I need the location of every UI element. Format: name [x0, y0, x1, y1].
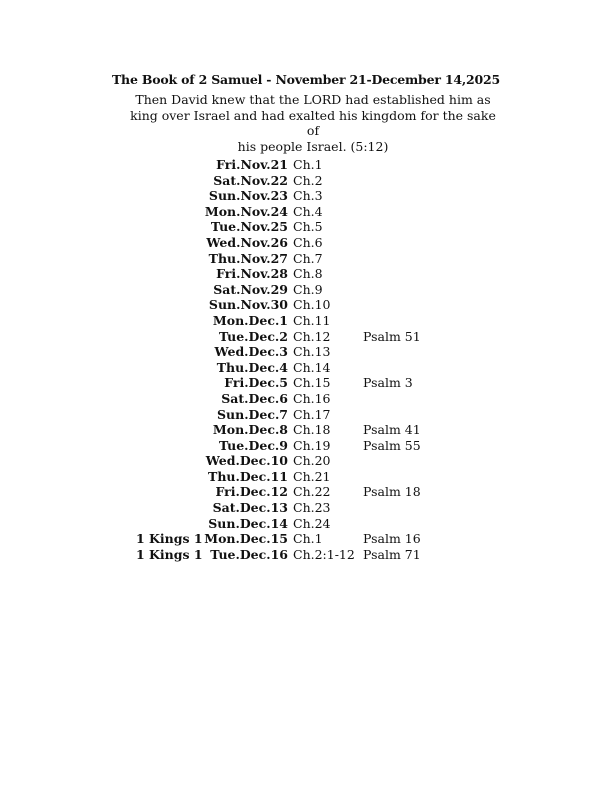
schedule-row — [0, 188, 612, 204]
key-verse-line: his people Israel. (5:12) — [237, 138, 389, 154]
key-verse — [128, 92, 498, 154]
chapter-reference: Ch.3 — [293, 188, 323, 204]
book-label: 1 Kings 1 — [136, 531, 203, 547]
schedule-row — [0, 531, 612, 547]
chapter-reference: Ch.5 — [293, 219, 323, 235]
schedule-row — [0, 422, 612, 438]
reading-date: Fri.Dec.12 — [215, 484, 288, 500]
reading-date: Sun.Dec.14 — [208, 515, 288, 531]
schedule-row — [0, 173, 612, 189]
schedule-row — [0, 157, 612, 173]
psalm-reference: Psalm 3 — [363, 375, 413, 391]
schedule-row — [0, 297, 612, 313]
reading-date: Mon.Dec.1 — [212, 312, 288, 328]
schedule-row — [0, 235, 612, 251]
chapter-reference: Ch.18 — [293, 422, 331, 438]
reading-date: Thu.Dec.11 — [208, 468, 288, 484]
reading-date: Tue.Dec.2 — [218, 328, 288, 344]
reading-date: Tue.Nov.25 — [210, 219, 288, 235]
key-verse-line: king over Israel and had exalted his kingdom for the sake of — [130, 107, 496, 139]
schedule-row — [0, 484, 612, 500]
chapter-reference: Ch.16 — [293, 390, 331, 406]
chapter-reference: Ch.21 — [293, 468, 331, 484]
psalm-reference: Psalm 71 — [363, 546, 421, 562]
schedule-row — [0, 251, 612, 267]
book-label: 1 Kings 1 — [136, 546, 203, 562]
schedule-row — [0, 204, 612, 220]
schedule-row — [0, 547, 612, 563]
reading-date: Wed.Dec.3 — [214, 344, 288, 360]
schedule-row — [0, 500, 612, 516]
reading-date: Tue.Dec.16 — [210, 546, 288, 562]
reading-date: Thu.Nov.27 — [208, 250, 288, 266]
reading-date: Mon.Dec.8 — [212, 422, 288, 438]
chapter-reference: Ch.23 — [293, 500, 331, 516]
schedule-row — [0, 453, 612, 469]
reading-date: Sun.Dec.7 — [216, 406, 288, 422]
chapter-reference: Ch.7 — [293, 250, 323, 266]
schedule-row — [0, 375, 612, 391]
psalm-reference: Psalm 55 — [363, 437, 421, 453]
chapter-reference: Ch.2 — [293, 172, 323, 188]
schedule-row — [0, 329, 612, 345]
reading-date: Thu.Dec.4 — [216, 359, 288, 375]
chapter-reference: Ch.20 — [293, 453, 331, 469]
chapter-reference: Ch.11 — [293, 312, 331, 328]
schedule-row — [0, 407, 612, 423]
chapter-reference: Ch.2:1-12 — [293, 546, 355, 562]
chapter-reference: Ch.13 — [293, 344, 331, 360]
reading-date: Fri.Nov.28 — [216, 266, 288, 282]
reading-date: Wed.Nov.26 — [206, 234, 288, 250]
chapter-reference: Ch.12 — [293, 328, 331, 344]
chapter-reference: Ch.8 — [293, 266, 323, 282]
reading-schedule — [0, 157, 612, 562]
chapter-reference: Ch.9 — [293, 281, 323, 297]
key-verse-line: Then David knew that the LORD had established him as — [135, 92, 491, 107]
reading-date: Tue.Dec.9 — [218, 437, 288, 453]
chapter-reference: Ch.4 — [293, 203, 323, 219]
psalm-reference: Psalm 18 — [363, 484, 421, 500]
reading-date: Wed.Dec.10 — [205, 453, 288, 469]
schedule-row — [0, 313, 612, 329]
reading-date: Sat.Nov.29 — [213, 281, 288, 297]
schedule-row — [0, 282, 612, 298]
chapter-reference: Ch.14 — [293, 359, 331, 375]
chapter-reference: Ch.24 — [293, 515, 331, 531]
chapter-reference: Ch.1 — [293, 531, 323, 547]
chapter-reference: Ch.10 — [293, 297, 331, 313]
reading-date: Mon.Nov.24 — [204, 203, 288, 219]
schedule-row — [0, 469, 612, 485]
psalm-reference: Psalm 51 — [363, 328, 421, 344]
reading-date: Fri.Dec.5 — [224, 375, 288, 391]
psalm-reference: Psalm 16 — [363, 531, 421, 547]
chapter-reference: Ch.17 — [293, 406, 331, 422]
schedule-row — [0, 219, 612, 235]
chapter-reference: Ch.6 — [293, 234, 323, 250]
chapter-reference: Ch.19 — [293, 437, 331, 453]
psalm-reference: Psalm 41 — [363, 422, 421, 438]
schedule-row — [0, 360, 612, 376]
chapter-reference: Ch.1 — [293, 157, 323, 172]
reading-date: Sun.Nov.23 — [208, 188, 288, 204]
reading-date: Sun.Nov.30 — [208, 297, 288, 313]
chapter-reference: Ch.22 — [293, 484, 331, 500]
schedule-row — [0, 438, 612, 454]
reading-date: Fri.Nov.21 — [216, 157, 288, 172]
reading-date: Sat.Dec.6 — [221, 390, 288, 406]
reading-date: Sat.Dec.13 — [212, 500, 288, 516]
reading-date: Sat.Nov.22 — [213, 172, 288, 188]
schedule-row — [0, 516, 612, 532]
schedule-row — [0, 391, 612, 407]
reading-date: Mon.Dec.15 — [204, 531, 288, 547]
chapter-reference: Ch.15 — [293, 375, 331, 391]
schedule-row — [0, 344, 612, 360]
document-title: The Book of 2 Samuel - November 21-December 14,2025 — [111, 72, 501, 87]
schedule-row — [0, 266, 612, 282]
